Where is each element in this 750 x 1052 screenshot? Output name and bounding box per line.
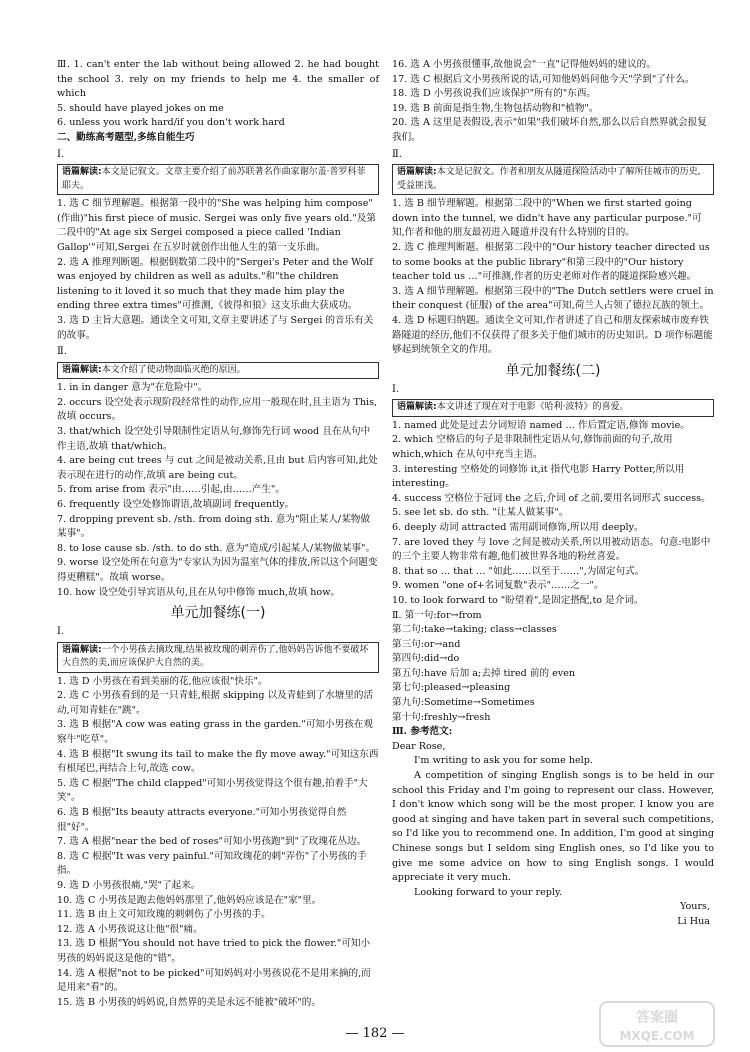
summary-text: 本文介绍了使动物面临灭绝的原因。: [101, 364, 246, 375]
answer-item: 6. frequently 设空处修饰谓语,故填副词 frequently。: [57, 498, 295, 510]
answer-item: 2. 选 C 小男孩看到的是一只青蛙,根据 skipping 以及青蛙到了水塘里的活动,可知青蛙在"跳"。: [57, 690, 374, 716]
section-heading: 二、勤练高考题型,多练自能生巧: [57, 131, 195, 143]
answer-item: 4. are being cut trees 与 cut 之间是被动关系,且由 but 后内容可知,此处表示现在进行的动作,故填 are being cut。: [57, 455, 378, 481]
passage-summary-box: [57, 362, 379, 380]
watermark-icon: [598, 1000, 716, 1048]
left-column: [57, 58, 379, 1010]
answer-item: 11. 选 B 由上文可知玫瑰的刺刺伤了小男孩的手。: [57, 909, 271, 921]
section-heading: Ⅲ. 参考范文:: [392, 726, 453, 738]
answer-item: 4. 选 D 标题归纳题。通读全文可知,作者讲述了自己和朋友探索城市废弃铁路隧道的经历,他们不仅获得了很多关于他们城市的历史知识。D 项作标题能够起到统领全文的作用。: [392, 314, 713, 356]
answer-item: 5. see let sb. do sth. "让某人做某事"。: [392, 507, 569, 519]
unit-title: 单元加餐练(一): [170, 605, 266, 622]
answer-item: 1. 选 D 小男孩在看到美丽的花,他应该很"快乐"。: [57, 675, 268, 687]
answer-item: 9. women "one of+名词复数"表示"……之一"。: [392, 580, 604, 592]
answer-item: 3. 选 A 细节理解题。根据第三段中的"The Dutch settlers were cruel in their conquest (征服) of the area"可知,荷兰人占领了德拉瓦族的领土。: [392, 285, 714, 312]
answer-item: 第十句:freshly→fresh: [392, 711, 491, 723]
answer-line: 5. should have played jokes on me: [57, 102, 224, 114]
answer-item: 2. which 空格后的句子是非限制性定语从句,修饰前面的句子,故用 which,which 在从句中充当主语。: [392, 434, 673, 460]
answer-item: 4. success 空格位于冠词 the 之后,介词 of 之前,要用名词形式 success。: [392, 492, 711, 504]
page-number: — 182 —: [345, 1026, 405, 1041]
essay-paragraph: A competition of singing English songs is to be held in our school this Friday and I'm going to represent our class. However, I don't know which song will be the most proper. I know you are good at singing and have taken part in several such competitions, so I'd like you to recommend one. In addition, I'm good at singing Chinese songs but I seldom sing English ones, so I'd like you to give me some advice on how to sing English songs. I would appreciate it very much.: [392, 770, 714, 884]
answer-item: 1. 选 B 细节理解题。根据第二段中的"When we first started going down into the tunnel, we didn't have any particular purpose."可知,作者和他的朋友最初进入隧道并没有什么特别的目的。: [392, 198, 702, 239]
answer-item: 6. deeply 动词 attracted 需用副词修饰,所以用 deeply。: [392, 521, 644, 533]
summary-tag: 语篇解读:: [62, 364, 102, 375]
part-number: Ⅱ.: [57, 346, 67, 358]
answer-item: 10. to look forward to "盼望着",是固定搭配,to 是介词。: [392, 594, 644, 606]
answer-item: 1. in in danger 意为"在危险中"。: [57, 382, 208, 394]
answer-item: 3. 选 B 根据"A cow was eating grass in the garden."可知小男孩在观察牛"吃草"。: [57, 719, 373, 746]
answer-item: 2. 选 A 推理判断题。根据倒数第二段中的"Sergei's Peter and the Wolf was enjoyed by children as well as adults."和"the children listening to it loved it so much that they made him play the ending three extra times"可推测,《彼得和狼》这支乐曲大获成功。: [57, 256, 373, 312]
part-number: Ⅰ.: [392, 383, 400, 395]
summary-text: 一个小男孩去摘玫瑰,结果被玫瑰的刺弄伤了,他妈妈告诉他不要破坏大自然的美,而应该保护大自然的美。: [62, 644, 369, 669]
passage-summary-box: [392, 164, 714, 195]
letter-signature: Yours,: [679, 901, 710, 913]
answer-item: 8. that so … that … "如此……以至于……",为固定句式。: [392, 565, 645, 577]
answer-item: 第三句:or→and: [392, 638, 461, 650]
summary-text: 本文讲述了现在对于电影《哈利·波特》的喜爱。: [436, 402, 629, 413]
answer-item: 第九句:Sometime→Sometimes: [392, 697, 535, 709]
svg-text:MXQE.COM: MXQE.COM: [619, 1029, 695, 1043]
answer-item: 9. 选 D 小男孩很痛,"哭"了起来。: [57, 880, 201, 891]
answer-item: 17. 选 C 根据后文小男孩所说的话,可知他妈妈问他今天"学到"了什么。: [392, 73, 695, 85]
answer-item: 第四句:did→do: [392, 653, 460, 665]
answer-item: 18. 选 D 小男孩说我们应该保护"所有的"东西。: [392, 88, 597, 100]
answer-item: 15. 选 B 小男孩的妈妈说,自然界的美是永远不能被"破坏"的。: [57, 996, 321, 1008]
answer-item: 16. 选 A 小男孩很懂事,故他说会"一直"记得他妈妈的建议的。: [392, 59, 656, 70]
answer-item: Dear Rose,: [392, 740, 446, 752]
answer-item: 19. 选 B 前面是指生物,生物包括动物和"植物"。: [392, 102, 599, 114]
answer-item: 9. worse 设空处所在句意为"专家认为因为温室气体的排放,所以这个问题变得更糟糕"。故填 worse。: [57, 557, 378, 583]
answer-item: 第五句:have 后加 a;去掉 tired 前的 even: [392, 667, 576, 679]
answer-item: 2. 选 C 推理判断题。根据第二段中的"Our history teacher directed us to some books at the public library"和第三段中的"Our history teacher told us …"可推测,作者的历史老师对作者的隧道探险感兴趣。: [392, 241, 710, 283]
summary-text: 本文是记叙文。作者和朋友从隧道探险活动中了解所住城市的历史,受益匪浅。: [397, 167, 701, 191]
essay-paragraph: Looking forward to your reply.: [414, 886, 563, 898]
watermark-logo: [598, 1000, 716, 1048]
part-number: Ⅰ.: [57, 626, 65, 638]
letter-signature: Li Hua: [677, 915, 710, 927]
answer-item: 1. named 此处是过去分词短语 named … 作后置定语,修饰 movie。: [392, 419, 690, 431]
answer-item: 7. dropping prevent sb. /sth. from doing sth. 意为"阻止某人/某物做某事"。: [57, 513, 370, 540]
answer-item: 3. interesting 空格处的词修饰 it,it 指代电影 Harry Potter,所以用 interesting。: [392, 463, 685, 490]
answer-item: 7. are loved they 与 love 之间是被动关系,所以用被动语态。句意:电影中的三个主要人物非常有趣,他们被世界各地的粉丝喜爱。: [392, 536, 711, 563]
part-number: Ⅰ.: [57, 148, 65, 160]
right-column: [392, 58, 714, 930]
passage-summary-box: [392, 399, 714, 417]
answer-item: 14. 选 A 根据"not to be picked"可知妈妈对小男孩说花不是用来摘的,而是用来"看"的。: [57, 967, 371, 994]
summary-tag: 语篇解读:: [62, 167, 102, 178]
answer-item: 8. to lose cause sb. /sth. to do sth. 意为"造成/引起某人/某物做某事"。: [57, 542, 376, 554]
answer-item: 6. 选 B 根据"Its beauty attracts everyone."可知小男孩觉得自然很"好"。: [57, 807, 347, 833]
summary-tag: 语篇解读:: [397, 402, 437, 413]
answer-item: 第七句:pleased→pleasing: [392, 682, 511, 694]
answer-item: 第二句:take→taking; class→classes: [392, 624, 557, 636]
answer-item: Ⅱ. 第一句:for→from: [392, 609, 482, 621]
answer-item: 1. 选 C 细节理解题。根据第一段中的"She was helping him compose"(作曲)"his first piece of music. Sergei was only five years old."及第二段中的"At age six Sergei composed a piece called 'Indian Gallop'"可知,Sergei 在五岁时就创作出他人生的第一支乐曲。: [57, 198, 376, 253]
part-number: Ⅱ.: [392, 148, 402, 160]
summary-tag: 语篇解读:: [397, 167, 437, 178]
answer-item: 8. 选 C 根据"It was very painful."可知玫瑰花的刺"弄伤"了小男孩的手指。: [57, 850, 367, 877]
answer-item: 12. 选 A 小男孩说这让他"很"痛。: [57, 923, 203, 935]
answer-item: 5. from arise from 表示"由……引起,由……产生"。: [57, 484, 285, 496]
essay-paragraph: I'm writing to ask you for some help.: [414, 755, 593, 767]
answer-line: 6. unless you work hard/if you don't work hard: [57, 117, 285, 129]
passage-summary-box: [57, 642, 379, 673]
answer-item: 3. 选 D 主旨大意题。通读全文可知,文章主要讲述了与 Sergei 的音乐有关的故事。: [57, 314, 374, 341]
answer-item: 13. 选 D 根据"You should not have tried to pick the flower."可知小男孩的妈妈说这是他的"错"。: [57, 938, 371, 964]
answer-item: 10. how 设空处引导宾语从句,且在从句中修饰 much,故填 how。: [57, 586, 340, 598]
svg-text:答案圈: 答案圈: [636, 1010, 678, 1026]
answer-item: 5. 选 C 根据"The child clapped"可知小男孩觉得这个很有趣,拍着手"大笑"。: [57, 777, 368, 804]
summary-text: 本文是记叙文。文章主要介绍了前苏联著名作曲家谢尔盖·普罗科菲耶夫。: [62, 167, 366, 191]
answer-item: 4. 选 B 根据"It swung its tail to make the fly move away."可知这东西有根尾巴,再结合上句,故选 cow。: [57, 748, 379, 775]
answer-item: 10. 选 C 小男孩是跑去他妈妈那里了,他妈妈应该是在"家"里。: [57, 894, 322, 906]
passage-summary-box: [57, 164, 379, 195]
answer-item: 20. 选 A 这里是表假设,表示"如果"我们破坏自然,那么以后自然界就会报复我们。: [392, 117, 707, 143]
unit-title: 单元加餐练(二): [505, 362, 601, 379]
answer-item: 3. that/which 设空处引导限制性定语从句,修饰先行词 wood 且在从句中作主语,故填 that/which。: [57, 425, 371, 452]
answer-item: 7. 选 A 根据"near the bed of roses"可知小男孩跑"到"了玫瑰花丛边。: [57, 836, 367, 848]
answer-item: 2. occurs 设空处表示现阶段经常性的动作,应用一般现在时,且主语为 This,故填 occurs。: [57, 396, 378, 423]
answer-line: Ⅲ. 1. can't enter the lab without being allowed 2. he had bought the school 3. rely on my friends to help me 4. the smaller of which: [57, 59, 379, 100]
summary-tag: 语篇解读:: [62, 644, 102, 655]
